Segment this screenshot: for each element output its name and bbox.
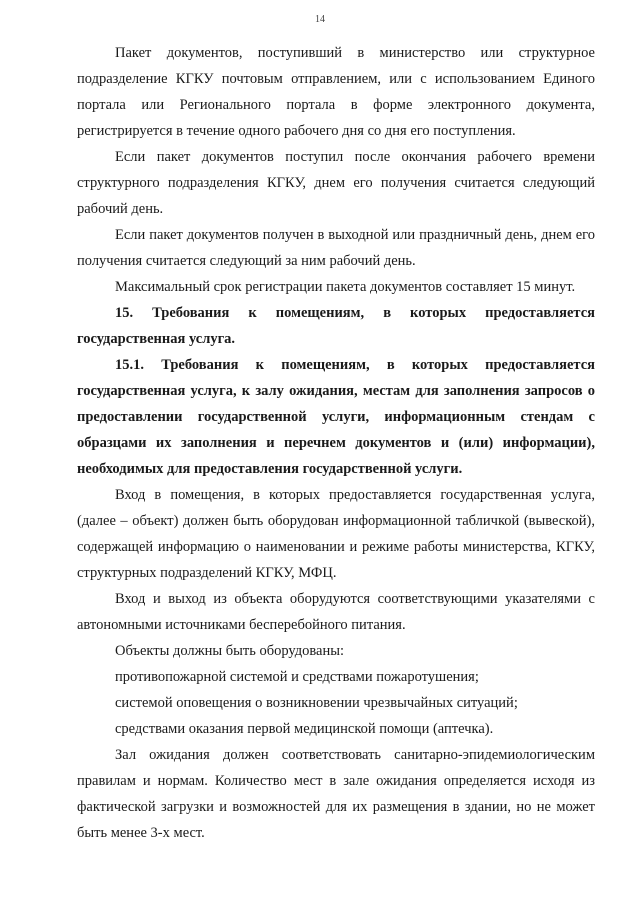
- document-body: [77, 40, 595, 846]
- paragraph-registration: Пакет документов, поступивший в министерство или структурное подразделение КГКУ почтовым отправлением, или с использованием Единого портала или Регионального портала в форме электронного документа, регистрируется в течение одного рабочего дня со дня его поступления.: [77, 45, 595, 139]
- paragraph-after-hours: Если пакет документов поступил после окончания рабочего времени структурного подразделения КГКУ, днем его получения считается следующий рабочий день.: [77, 149, 595, 217]
- section-heading-15: 15. Требования к помещениям, в которых предоставляется государственная услуга.: [77, 305, 595, 347]
- list-item-first-aid: средствами оказания первой медицинской помощи (аптечка).: [115, 721, 494, 737]
- paragraph-entrance-sign: Вход в помещения, в которых предоставляется государственная услуга, (далее – объект) должен быть оборудован информационной табличкой (вывеской), содержащей информацию о наименовании и режиме работы министерства, КГКУ, структурных подразделений КГКУ, МФЦ.: [77, 487, 595, 581]
- page-number: 14: [315, 14, 325, 25]
- paragraph-holiday: Если пакет документов получен в выходной или праздничный день, днем его получения считается следующий за ним рабочий день.: [77, 227, 595, 269]
- paragraph-entrance-exit: Вход и выход из объекта оборудуются соответствующими указателями с автономными источниками бесперебойного питания.: [77, 591, 595, 633]
- section-heading-15-1: 15.1. Требования к помещениям, в которых предоставляется государственная услуга, к залу ожидания, местам для заполнения запросов о предоставлении государственной услуги, информационным стендам с образцами их заполнения и перечнем документов и (или) информации), необходимых для предоставления государственной услуги.: [77, 357, 595, 477]
- paragraph-waiting-room: Зал ожидания должен соответствовать санитарно-эпидемиологическим правилам и нормам. Количество мест в зале ожидания определяется исходя из фактической загрузки и возможностей для их размещения в здании, но не может быть менее 3-х мест.: [77, 747, 595, 841]
- paragraph-max-time: Максимальный срок регистрации пакета документов составляет 15 минут.: [115, 279, 576, 295]
- list-item-fire-system: противопожарной системой и средствами пожаротушения;: [115, 669, 479, 685]
- paragraph-equipment-intro: Объекты должны быть оборудованы:: [115, 643, 345, 659]
- list-item-alert-system: системой оповещения о возникновении чрезвычайных ситуаций;: [115, 695, 518, 711]
